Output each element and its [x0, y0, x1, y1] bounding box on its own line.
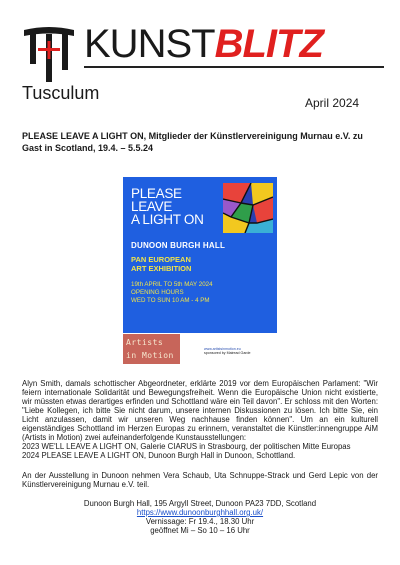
- poster-date-line: WED TO SUN 10 AM - 4 PM: [131, 297, 210, 304]
- body-paragraph: Alyn Smith, damals schottischer Abgeordneter, erklärte 2019 vor dem Europäischen Parlament: "Wir feiern internationale Solidarität und Bewegungsfreiheit. Wenn die Europäische Union nicht existierte, wir müssten etwas derartiges erfinden und Schottland wäre ein Teil davon". Er schloss mit den Worten: "Liebe Kollegen, ich bitte Sie nicht darum, unsere internen Diskussionen zu lösen. Ich bitte Sie, ein Licht anzulassen, damit wir unseren Weg nachhause finden können". Um an ein kulturell eigenständiges Schottland im Herzen Europas zu erinnern, veranstaltet die Künstler:innengruppe AiM (Artists in Motion) zwei aufeinanderfolgende Kunstausstellungen:: [22, 379, 378, 442]
- poster-subtitle-line: ART EXHIBITION: [131, 264, 192, 273]
- publisher-name: Tusculum: [22, 83, 100, 103]
- venue-website-link[interactable]: https://www.dunoonburghhall.org.uk/: [136, 508, 264, 517]
- brand-title-blitz: BLITZ: [214, 22, 323, 66]
- body-paragraph: 2023 WE'LL LEAVE A LIGHT ON, Galerie CIARUS in Strasbourg, der politischen Mitte Europas: [22, 442, 351, 451]
- poster-date-line: 19th APRIL TO 5th MAY 2024: [131, 281, 213, 288]
- aim-sponsor: sponsored by Mairead Garde: [204, 351, 251, 355]
- poster-venue: DUNOON BURGH HALL: [131, 241, 226, 250]
- aim-url: www.artistsinmotion.eu: [204, 347, 241, 351]
- poster-title-line: PLEASE: [131, 186, 182, 201]
- issue-date: April 2024: [305, 96, 360, 110]
- aim-logo-line: in Motion: [126, 351, 174, 360]
- venue-address: Dunoon Burgh Hall, 195 Argyll Street, Dunoon PA23 7DD, Scotland: [83, 499, 317, 508]
- body-paragraph: An der Ausstellung in Dunoon nehmen Vera Schaub, Uta Schnuppe-Strack und Gerd Lepic von der Künstlervereinigung Murnau e.V. teil.: [22, 471, 378, 489]
- stained-glass-art-icon: [223, 183, 273, 233]
- vernissage-info: Vernissage: Fr 19.4., 18.30 Uhr: [145, 517, 255, 526]
- poster-dates: [131, 281, 271, 305]
- brand-title: [84, 22, 323, 66]
- poster-title: [131, 187, 221, 226]
- poster-title-line: LEAVE: [131, 199, 173, 214]
- header-divider: [84, 66, 384, 68]
- tusculum-logo-icon: [22, 24, 76, 84]
- poster-date-line: OPENING HOURS: [131, 289, 184, 296]
- exhibition-poster: [123, 177, 277, 333]
- aim-logo-line: Artists: [126, 338, 164, 347]
- artists-in-motion-logo: [123, 334, 180, 364]
- poster-subtitle-line: PAN EUROPEAN: [131, 255, 191, 264]
- article-headline: PLEASE LEAVE A LIGHT ON, Mitglieder der Künstlervereinigung Murnau e.V. zu Gast in Scotland, 19.4. – 5.5.24: [22, 131, 363, 153]
- brand-title-kunst: KUNST: [84, 22, 215, 66]
- poster-title-line: A LIGHT ON: [131, 212, 204, 227]
- aim-info: [204, 347, 251, 355]
- opening-hours: geöffnet Mi – So 10 – 16 Uhr: [150, 526, 250, 535]
- poster-subtitle: [131, 255, 271, 273]
- body-paragraph: 2024 PLEASE LEAVE A LIGHT ON, Dunoon Burgh Hall in Dunoon, Schottland.: [22, 451, 296, 460]
